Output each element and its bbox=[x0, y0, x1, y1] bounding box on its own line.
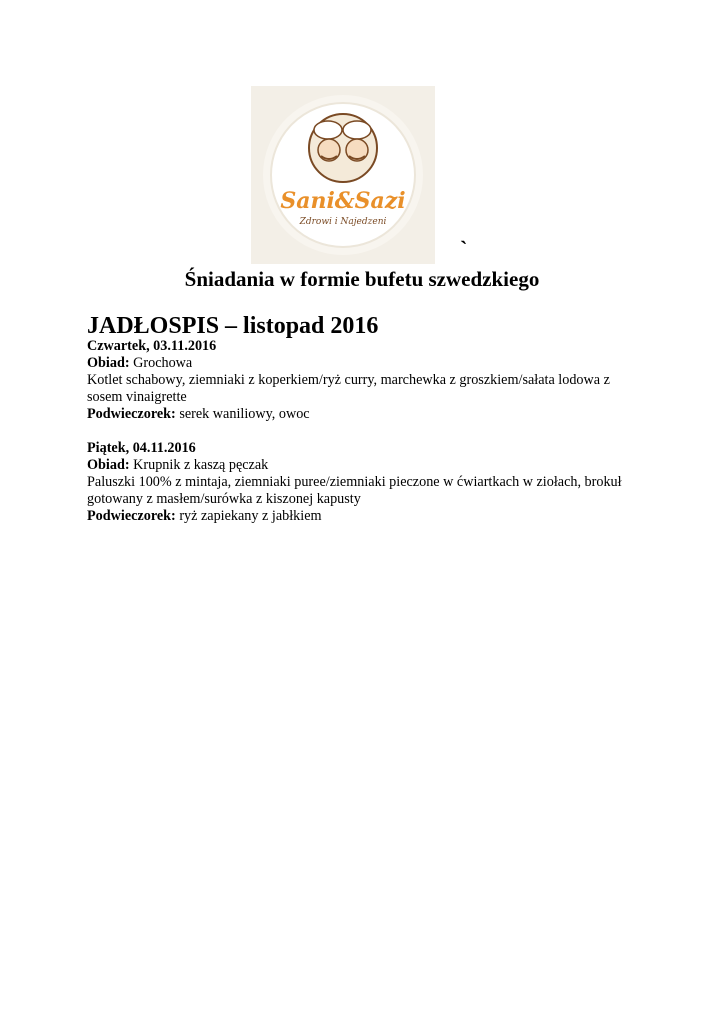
spacer bbox=[87, 423, 647, 440]
obiad-value: Grochowa bbox=[129, 355, 193, 371]
podwieczorek-line bbox=[87, 508, 647, 525]
day-entry bbox=[87, 338, 647, 423]
stray-mark: ` bbox=[460, 236, 468, 261]
breakfast-note: Śniadania w formie bufetu szwedzkiego bbox=[184, 267, 540, 291]
logo-image bbox=[251, 86, 435, 264]
obiad-line bbox=[87, 355, 647, 372]
main-dish: Paluszki 100% z mintaja, ziemniaki puree/ziemniaki pieczone w ćwiartkach w ziołach, brokuł gotowany z masłem/surówka z kiszonej kapusty bbox=[87, 474, 622, 507]
podwieczorek-label: Podwieczorek: bbox=[87, 508, 176, 524]
podwieczorek-value: ryż zapiekany z jabłkiem bbox=[175, 508, 322, 524]
podwieczorek-line bbox=[87, 406, 647, 423]
podwieczorek-label: Podwieczorek: bbox=[87, 406, 176, 422]
logo bbox=[251, 86, 435, 264]
obiad-label: Obiad: bbox=[87, 355, 130, 371]
menu-content bbox=[87, 311, 647, 525]
svg-text:Sani&Sazi: Sani&Sazi bbox=[280, 188, 406, 214]
day-date: Piątek, 04.11.2016 bbox=[87, 440, 196, 456]
obiad-value: Krupnik z kaszą pęczak bbox=[129, 457, 269, 473]
main-dish: Kotlet schabowy, ziemniaki z koperkiem/ryż curry, marchewka z groszkiem/sałata lodowa z sosem vinaigrette bbox=[87, 372, 610, 405]
day-date: Czwartek, 03.11.2016 bbox=[87, 338, 217, 354]
obiad-line bbox=[87, 457, 647, 474]
podwieczorek-value: serek waniliowy, owoc bbox=[175, 406, 310, 422]
obiad-label: Obiad: bbox=[87, 457, 130, 473]
svg-text:Zdrowi i Najedzeni: Zdrowi i Najedzeni bbox=[299, 217, 387, 227]
day-entry bbox=[87, 440, 647, 525]
page-title: JADŁOSPIS – listopad 2016 bbox=[87, 313, 379, 339]
